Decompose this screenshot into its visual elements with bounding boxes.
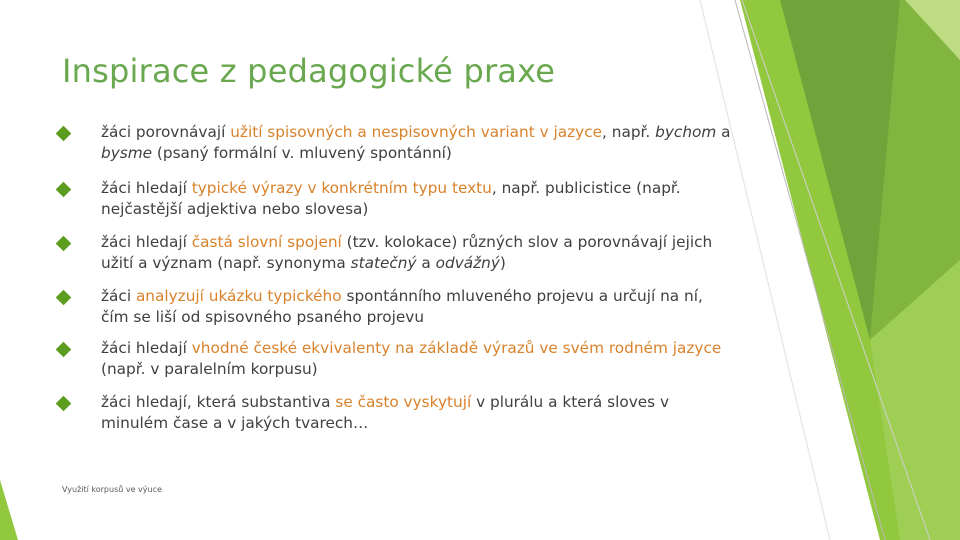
- bullet-text: žáci hledají častá slovní spojení (tzv. kolokace) různých slov a porovnávají jejich užití a význam (např. synonyma statečný a odvážný): [101, 233, 713, 272]
- bullet-text: žáci porovnávají užití spisovných a nespisovných variant v jazyce, např. bychom a bysme (psaný formální v. mluvený spontánní): [101, 123, 731, 162]
- bullet-text: žáci hledají vhodné české ekvivalenty na základě výrazů ve svém rodném jazyce (např. v paralelním korpusu): [101, 339, 722, 378]
- slide-footer: Využití korpusů ve výuce: [62, 485, 162, 494]
- bullet-text: žáci hledají typické výrazy v konkrétním typu textu, např. publicistice (např. nejčastější adjektiva nebo slovesa): [101, 179, 681, 218]
- bullet-text: žáci analyzují ukázku typického spontánního mluveného projevu a určují na ní, čím se liší od spisovného psaného projevu: [101, 287, 703, 326]
- facet-bottom-left: [0, 480, 18, 540]
- bullet-text: žáci hledají, která substantiva se často vyskytují v plurálu a která sloves v minulém čase a v jakých tvarech…: [101, 393, 670, 432]
- slide-title: Inspirace z pedagogické praxe: [62, 52, 556, 90]
